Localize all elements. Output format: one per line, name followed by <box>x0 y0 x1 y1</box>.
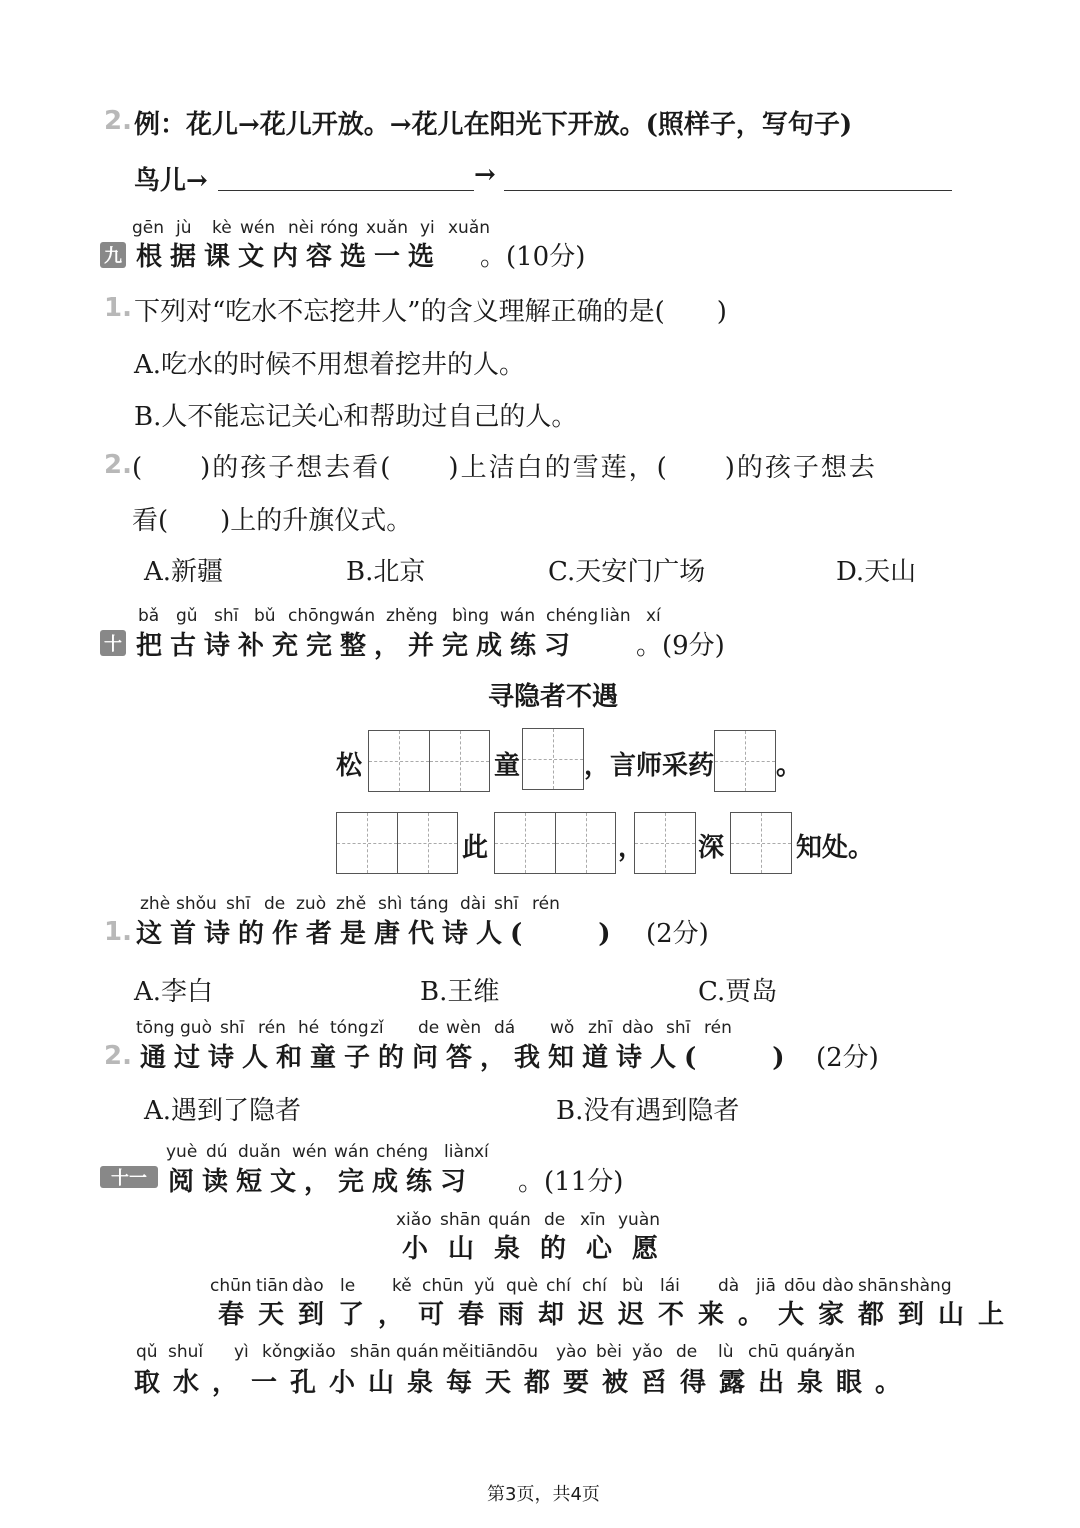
section-badge: 九 <box>100 242 126 268</box>
pinyin-syllable: yuè <box>166 1142 198 1162</box>
pinyin-syllable: wán <box>500 606 536 626</box>
pinyin-syllable: wén <box>240 218 276 238</box>
pinyin-syllable: táng <box>410 894 449 914</box>
question-text: 下列对“吃水不忘挖井人”的含义理解正确的是( ) <box>134 297 727 327</box>
pinyin-syllable: xīn <box>580 1210 606 1230</box>
pinyin-syllable: wén <box>292 1142 328 1162</box>
pinyin-syllable: yào <box>556 1342 587 1362</box>
option-c: C.天安门广场 <box>548 557 706 587</box>
pinyin-syllable: kè <box>212 218 232 238</box>
pinyin-syllable: yuàn <box>618 1210 661 1230</box>
option-a: A.新疆 <box>144 557 224 587</box>
question-number: 1. <box>104 917 132 947</box>
pinyin-syllable: shī <box>220 1018 245 1038</box>
pinyin-syllable: dào <box>292 1276 324 1296</box>
pinyin-syllable: róng <box>320 218 359 238</box>
question-text: 这首诗的作者是唐代诗人( ) <box>136 919 619 949</box>
pinyin-syllable: shǒu <box>176 894 217 914</box>
pinyin-syllable: dà <box>718 1276 740 1296</box>
pinyin-syllable: gǔ <box>176 606 198 626</box>
pinyin-syllable: chūn <box>422 1276 464 1296</box>
section-score: 。(10分) <box>480 242 586 272</box>
poem-title: 寻隐者不遇 <box>488 682 619 712</box>
answer-line-1[interactable] <box>218 190 474 191</box>
pinyin-syllable: chū <box>748 1342 779 1362</box>
section-title: 根据课文内容选一选 <box>136 242 443 272</box>
pinyin-syllable: què <box>506 1276 539 1296</box>
poem-text: ，言师采药 <box>584 751 715 781</box>
question-number: 1. <box>104 293 132 323</box>
pinyin-syllable: yǔ <box>474 1276 495 1296</box>
poem-punct: 。 <box>776 751 803 781</box>
pinyin-syllable: bù <box>622 1276 644 1296</box>
pinyin-syllable: bǔ <box>254 606 276 626</box>
pinyin-syllable: wán <box>340 606 376 626</box>
writing-grid[interactable] <box>730 812 792 874</box>
pinyin-syllable: chí <box>546 1276 571 1296</box>
pinyin-syllable: shī <box>226 894 251 914</box>
section-title: 把古诗补充完整，并完成练习 <box>136 631 579 661</box>
option-b: B.人不能忘记关心和帮助过自己的人。 <box>134 402 578 432</box>
pinyin-syllable: shàng <box>900 1276 952 1296</box>
pinyin-syllable: liàn <box>444 1142 475 1162</box>
poem-char: 童 <box>494 751 521 781</box>
option-a: A.李白 <box>134 977 214 1007</box>
pinyin-syllable: lù <box>718 1342 734 1362</box>
option-b: B.北京 <box>346 557 426 587</box>
pinyin-syllable: de <box>418 1018 440 1038</box>
pinyin-syllable: quán <box>396 1342 439 1362</box>
pinyin-syllable: chōng <box>288 606 341 626</box>
pinyin-syllable: chí <box>582 1276 607 1296</box>
pinyin-syllable: měi <box>442 1342 474 1362</box>
pinyin-syllable: quán <box>786 1342 829 1362</box>
pinyin-syllable: tóng <box>330 1018 369 1038</box>
writing-grid[interactable] <box>368 730 490 792</box>
page-footer: 第3页，共4页 <box>487 1484 600 1505</box>
option-d: D.天山 <box>836 557 917 587</box>
pinyin-syllable: xiǎo <box>396 1210 432 1230</box>
pinyin-syllable: tiān <box>256 1276 289 1296</box>
section-title: 阅读短文，完成练习 <box>168 1167 475 1197</box>
pinyin-syllable: quán <box>488 1210 531 1230</box>
prompt-word: 鸟儿→ <box>134 166 208 196</box>
pinyin-syllable: zhè <box>140 894 171 914</box>
pinyin-syllable: gēn <box>132 218 165 238</box>
question-text: 通过诗人和童子的问答，我知道诗人( ) <box>140 1043 793 1073</box>
poem-text: 知处。 <box>796 833 875 863</box>
pinyin-syllable: shī <box>494 894 519 914</box>
pinyin-syllable: nèi <box>288 218 314 238</box>
pinyin-syllable: shān <box>440 1210 481 1230</box>
option-a: A.遇到了隐者 <box>144 1096 302 1126</box>
pinyin-syllable: bìng <box>452 606 490 626</box>
section-badge: 十 <box>100 630 126 656</box>
pinyin-syllable: dōu <box>506 1342 538 1362</box>
pinyin-syllable: jiā <box>756 1276 776 1296</box>
poem-char: 此 <box>462 833 489 863</box>
pinyin-syllable: shī <box>666 1018 691 1038</box>
question-number: 2. <box>104 450 132 480</box>
pinyin-syllable: jù <box>176 218 192 238</box>
pinyin-syllable: yì <box>234 1342 249 1362</box>
option-c: C.贾岛 <box>698 977 778 1007</box>
pinyin-syllable: shān <box>350 1342 391 1362</box>
pinyin-syllable: yǎo <box>632 1342 663 1362</box>
pinyin-syllable: dài <box>460 894 486 914</box>
pinyin-syllable: chūn <box>210 1276 252 1296</box>
pinyin-syllable: zǐ <box>370 1018 384 1038</box>
pinyin-syllable: de <box>676 1342 698 1362</box>
poem-punct: ， <box>618 833 645 863</box>
pinyin-syllable: dú <box>206 1142 228 1162</box>
pinyin-syllable: bǎ <box>138 606 160 626</box>
pinyin-syllable: yǎn <box>824 1342 856 1362</box>
pinyin-syllable: dào <box>822 1276 854 1296</box>
pinyin-syllable: shān <box>858 1276 899 1296</box>
story-line: 春天到了，可春雨却迟迟不来。大家都到山上 <box>218 1300 1019 1330</box>
pinyin-syllable: le <box>340 1276 356 1296</box>
pinyin-syllable: tōng <box>136 1018 175 1038</box>
pinyin-syllable: hé <box>298 1018 320 1038</box>
pinyin-syllable: zhě <box>336 894 367 914</box>
question-number: 2. <box>104 106 132 136</box>
pinyin-syllable: liàn <box>600 606 631 626</box>
poem-char: 松 <box>336 751 363 781</box>
pinyin-syllable: xí <box>474 1142 489 1162</box>
pinyin-syllable: xí <box>646 606 661 626</box>
section-score: 。(11分) <box>518 1167 624 1197</box>
section-score: 。(9分) <box>636 631 725 661</box>
option-b: B.没有遇到隐者 <box>556 1096 740 1126</box>
question-score: (2分) <box>816 1043 879 1073</box>
pinyin-syllable: tiān <box>474 1342 507 1362</box>
pinyin-syllable: bèi <box>596 1342 622 1362</box>
pinyin-syllable: de <box>264 894 286 914</box>
pinyin-syllable: duǎn <box>238 1142 281 1162</box>
pinyin-syllable: xuǎn <box>448 218 491 238</box>
pinyin-syllable: chéng <box>546 606 599 626</box>
pinyin-syllable: yi <box>420 218 435 238</box>
writing-grid[interactable] <box>714 730 776 792</box>
pinyin-syllable: zuò <box>296 894 327 914</box>
writing-grid[interactable] <box>494 812 616 874</box>
question-text-cont: 看( )上的升旗仪式。 <box>132 506 413 536</box>
writing-grid[interactable] <box>336 812 458 874</box>
pinyin-syllable: rén <box>532 894 560 914</box>
pinyin-syllable: rén <box>704 1018 732 1038</box>
section-badge: 十一 <box>100 1166 158 1188</box>
pinyin-syllable: qǔ <box>136 1342 158 1362</box>
pinyin-syllable: wǒ <box>550 1018 575 1038</box>
story-line: 取水，一孔小山泉每天都要被舀得露出泉眼。 <box>134 1368 915 1398</box>
pinyin-syllable: xuǎn <box>366 218 409 238</box>
pinyin-syllable: shī <box>214 606 239 626</box>
pinyin-syllable: wán <box>334 1142 370 1162</box>
writing-grid[interactable] <box>634 812 696 874</box>
option-a: A.吃水的时候不用想着挖井的人。 <box>134 350 526 380</box>
pinyin-syllable: kě <box>392 1276 412 1296</box>
pinyin-syllable: shuǐ <box>168 1342 204 1362</box>
question-number: 2. <box>104 1041 132 1071</box>
story-title: 小山泉的心愿 <box>402 1234 679 1264</box>
pinyin-syllable: wèn <box>446 1018 482 1038</box>
pinyin-syllable: de <box>544 1210 566 1230</box>
pinyin-syllable: xiǎo <box>300 1342 336 1362</box>
pinyin-syllable: lái <box>660 1276 680 1296</box>
pinyin-syllable: guò <box>180 1018 212 1038</box>
poem-char: 深 <box>698 833 725 863</box>
pinyin-syllable: shì <box>378 894 403 914</box>
pinyin-syllable: zhěng <box>386 606 438 626</box>
example-sentence: 例：花儿→花儿开放。→花儿在阳光下开放。(照样子，写句子) <box>134 110 853 140</box>
option-b: B.王维 <box>420 977 500 1007</box>
answer-line-2[interactable] <box>504 190 952 191</box>
pinyin-syllable: zhī <box>588 1018 613 1038</box>
pinyin-syllable: dào <box>622 1018 654 1038</box>
writing-grid[interactable] <box>522 728 584 790</box>
arrow: → <box>474 160 496 190</box>
pinyin-syllable: rén <box>258 1018 286 1038</box>
pinyin-syllable: dōu <box>784 1276 816 1296</box>
pinyin-syllable: kǒng <box>262 1342 304 1362</box>
pinyin-syllable: chéng <box>376 1142 429 1162</box>
pinyin-syllable: dá <box>494 1018 516 1038</box>
question-score: (2分) <box>646 919 709 949</box>
question-text: ( )的孩子想去看( )上洁白的雪莲，( )的孩子想去 <box>132 453 877 483</box>
